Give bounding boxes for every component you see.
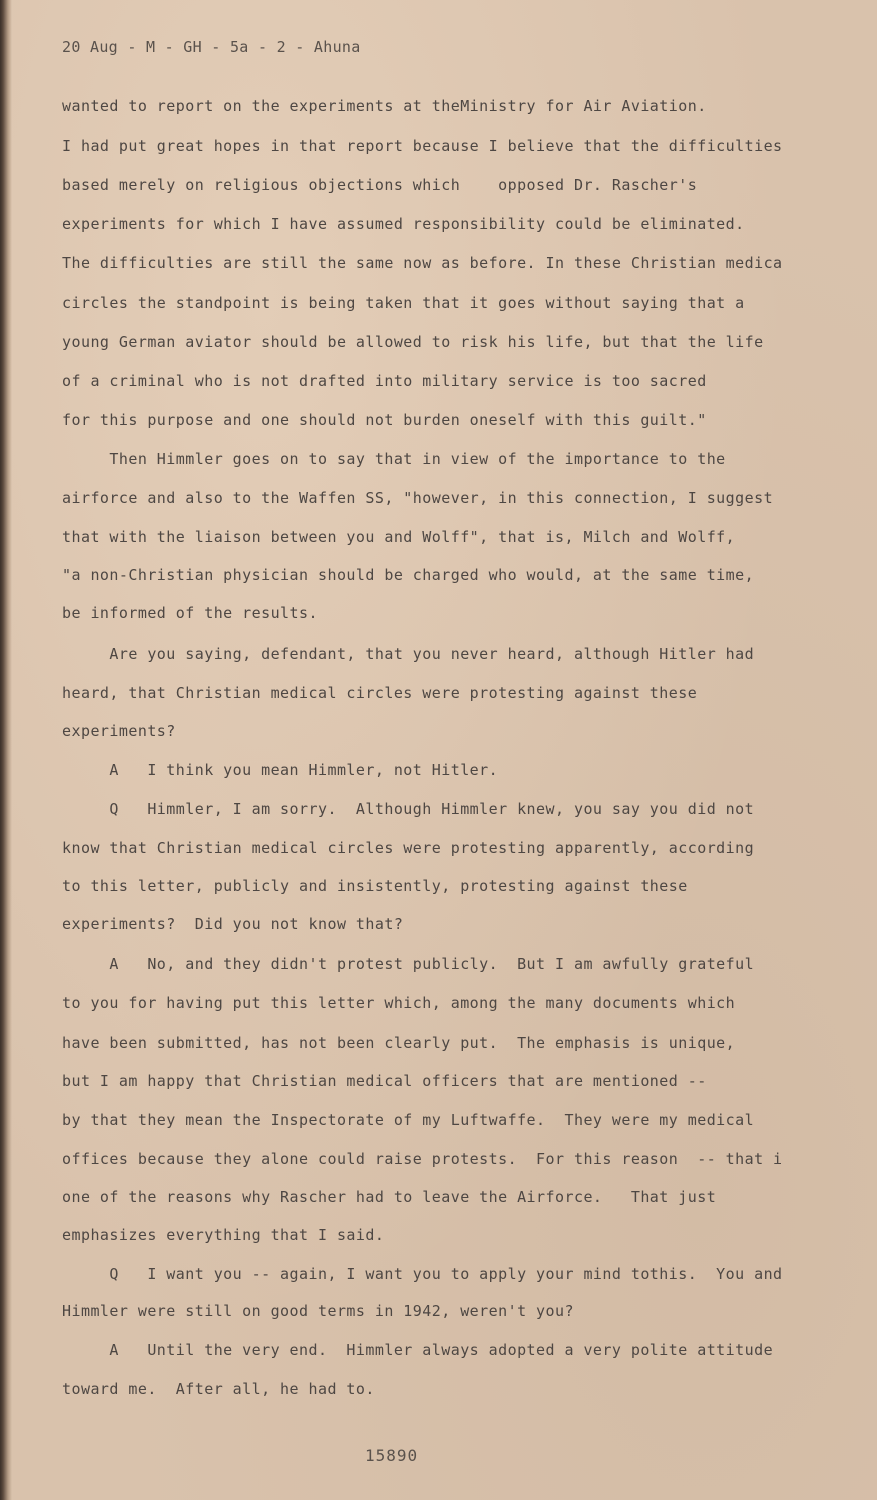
text-line: know that Christian medical circles were protesting apparently, according bbox=[62, 839, 755, 857]
text-line: Then Himmler goes on to say that in view of the importance to the bbox=[62, 450, 726, 468]
text-line: be informed of the results. bbox=[62, 604, 318, 622]
text-line: Q Himmler, I am sorry. Although Himmler knew, you say you did not bbox=[62, 800, 755, 818]
text-line: "a non-Christian physician should be charged who would, at the same time, bbox=[62, 566, 755, 584]
text-line: experiments? Did you not know that? bbox=[62, 915, 404, 933]
text-line: by that they mean the Inspectorate of my Luftwaffe. They were my medical bbox=[62, 1111, 755, 1129]
text-line: one of the reasons why Rascher had to leave the Airforce. That just bbox=[62, 1188, 717, 1206]
text-line: to this letter, publicly and insistently, protesting against these bbox=[62, 877, 688, 895]
text-line: Are you saying, defendant, that you never heard, although Hitler had bbox=[62, 645, 755, 663]
text-line: wanted to report on the experiments at theMinistry for Air Aviation. bbox=[62, 97, 707, 115]
page-number: 15890 bbox=[365, 1446, 419, 1465]
text-line: A I think you mean Himmler, not Hitler. bbox=[62, 761, 499, 779]
text-line: but I am happy that Christian medical officers that are mentioned -- bbox=[62, 1072, 707, 1090]
text-line: experiments? bbox=[62, 722, 176, 740]
text-line: Himmler were still on good terms in 1942, weren't you? bbox=[62, 1302, 574, 1320]
text-line: that with the liaison between you and Wolff", that is, Milch and Wolff, bbox=[62, 528, 736, 546]
text-line: A Until the very end. Himmler always adopted a very polite attitude bbox=[62, 1341, 774, 1359]
text-line: have been submitted, has not been clearly put. The emphasis is unique, bbox=[62, 1034, 736, 1052]
text-line: The difficulties are still the same now as before. In these Christian medica bbox=[62, 254, 783, 272]
text-line: Q I want you -- again, I want you to apply your mind tothis. You and bbox=[62, 1265, 783, 1283]
page-binding-edge bbox=[0, 0, 12, 1500]
text-line: circles the standpoint is being taken that it goes without saying that a bbox=[62, 294, 745, 312]
text-line: offices because they alone could raise protests. For this reason -- that i bbox=[62, 1150, 783, 1168]
text-line: I had put great hopes in that report because I believe that the difficulties bbox=[62, 137, 783, 155]
text-line: for this purpose and one should not burden oneself with this guilt." bbox=[62, 411, 707, 429]
text-line: of a criminal who is not drafted into military service is too sacred bbox=[62, 372, 707, 390]
text-line: heard, that Christian medical circles were protesting against these bbox=[62, 684, 698, 702]
text-line: based merely on religious objections which opposed Dr. Rascher's bbox=[62, 176, 698, 194]
text-line: experiments for which I have assumed responsibility could be eliminated. bbox=[62, 215, 745, 233]
text-line: to you for having put this letter which, among the many documents which bbox=[62, 994, 736, 1012]
text-line: emphasizes everything that I said. bbox=[62, 1226, 385, 1244]
text-line: A No, and they didn't protest publicly. But I am awfully grateful bbox=[62, 955, 755, 973]
text-line: toward me. After all, he had to. bbox=[62, 1380, 375, 1398]
page-header: 20 Aug - M - GH - 5a - 2 - Ahuna bbox=[62, 38, 361, 56]
text-line: young German aviator should be allowed to risk his life, but that the life bbox=[62, 333, 764, 351]
text-line: airforce and also to the Waffen SS, "however, in this connection, I suggest bbox=[62, 489, 774, 507]
